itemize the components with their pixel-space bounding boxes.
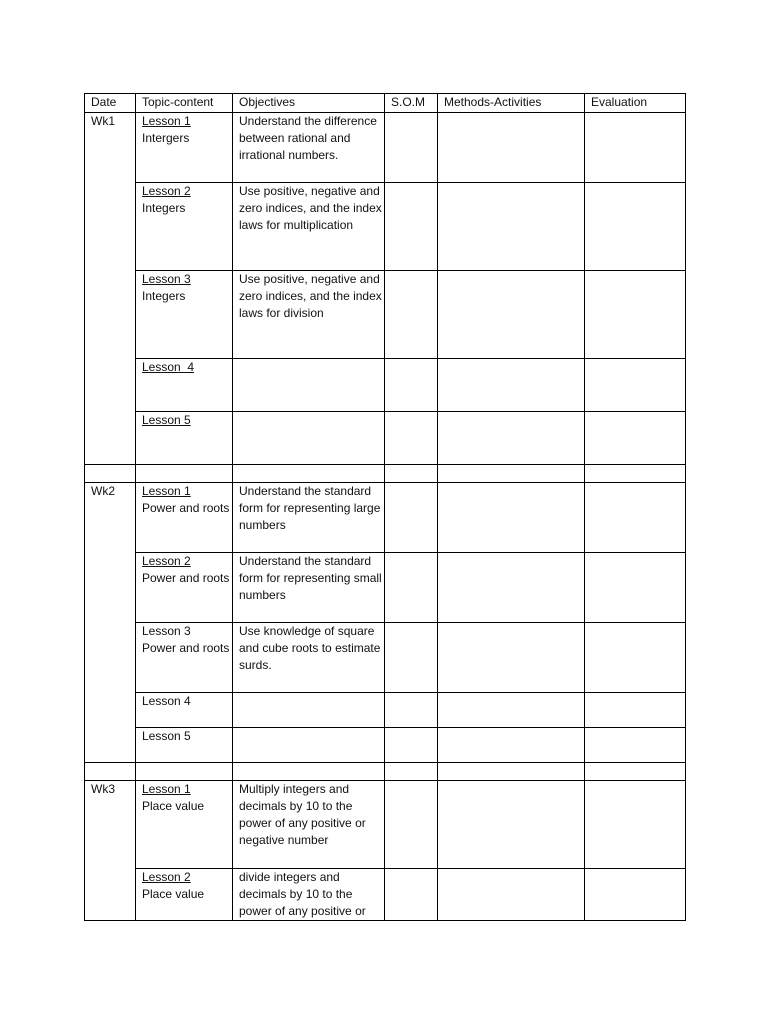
table-row (85, 359, 686, 412)
table-row (85, 693, 686, 728)
table-row (85, 728, 686, 763)
methods-cell (438, 869, 585, 921)
topic-cell (136, 553, 233, 623)
week-label: Wk2 (85, 483, 136, 763)
lesson-title: Lesson 2 (142, 184, 191, 198)
header-row (85, 94, 686, 113)
spacer-cell (85, 465, 136, 483)
som-cell (385, 271, 438, 359)
week-label: Wk1 (85, 113, 136, 465)
som-cell (385, 113, 438, 183)
objective-cell: Multiply integers and decimals by 10 to the power of any positive or negative number (233, 781, 385, 869)
spacer-row (85, 763, 686, 781)
topic-cell (136, 359, 233, 412)
lesson-title: Lesson 3 (142, 272, 191, 286)
spacer-cell (233, 763, 385, 781)
objective-cell (233, 693, 385, 728)
objective-cell: divide integers and decimals by 10 to the power of any positive or (233, 869, 385, 921)
topic-cell (136, 728, 233, 763)
som-cell (385, 553, 438, 623)
table-row (85, 183, 686, 271)
table-row (85, 623, 686, 693)
evaluation-cell (585, 271, 686, 359)
topic-cell (136, 412, 233, 465)
lesson-title: Lesson 1 (142, 484, 191, 498)
spacer-cell (136, 763, 233, 781)
spacer-cell (585, 763, 686, 781)
methods-cell (438, 271, 585, 359)
methods-cell (438, 623, 585, 693)
som-cell (385, 183, 438, 271)
evaluation-cell (585, 553, 686, 623)
som-cell (385, 728, 438, 763)
evaluation-cell (585, 412, 686, 465)
lesson-title: Lesson 5 (142, 413, 191, 427)
table-row (85, 781, 686, 869)
topic-cell (136, 271, 233, 359)
spacer-cell (385, 465, 438, 483)
som-cell (385, 869, 438, 921)
som-cell (385, 483, 438, 553)
objectives-header: Objectives (233, 94, 385, 113)
table-row (85, 869, 686, 921)
som-header: S.O.M (385, 94, 438, 113)
evaluation-cell (585, 183, 686, 271)
lesson-title: Lesson 3 (142, 624, 191, 638)
evaluation-cell (585, 781, 686, 869)
objective-cell: Use knowledge of square and cube roots to estimate surds. (233, 623, 385, 693)
lesson-title: Lesson 1 (142, 114, 191, 128)
objective-cell: Understand the difference between rational and irrational numbers. (233, 113, 385, 183)
objective-cell: Understand the standard form for representing small numbers (233, 553, 385, 623)
evaluation-cell (585, 483, 686, 553)
methods-header: Methods-Activities (438, 94, 585, 113)
lesson-title: Lesson 4 (142, 360, 195, 374)
som-cell (385, 781, 438, 869)
lesson-title: Lesson 5 (142, 729, 191, 743)
objective-cell: Understand the standard form for representing large numbers (233, 483, 385, 553)
som-cell (385, 412, 438, 465)
topic-cell (136, 781, 233, 869)
objective-cell (233, 412, 385, 465)
spacer-cell (385, 763, 438, 781)
evaluation-cell (585, 623, 686, 693)
evaluation-cell (585, 113, 686, 183)
som-cell (385, 693, 438, 728)
lesson-topic: Place value (142, 887, 205, 901)
lesson-topic: Power and roots (142, 501, 230, 515)
evaluation-cell (585, 869, 686, 921)
lesson-topic: Integers (142, 201, 186, 215)
spacer-row (85, 465, 686, 483)
topic-cell (136, 183, 233, 271)
lesson-topic: Power and roots (142, 641, 230, 655)
methods-cell (438, 483, 585, 553)
lesson-title: Lesson 1 (142, 782, 191, 796)
methods-cell (438, 693, 585, 728)
methods-cell (438, 359, 585, 412)
topic-cell (136, 113, 233, 183)
lesson-topic: Intergers (142, 131, 190, 145)
spacer-cell (85, 763, 136, 781)
methods-cell (438, 412, 585, 465)
lesson-plan-table (84, 93, 686, 921)
evaluation-cell (585, 693, 686, 728)
lesson-title: Lesson 4 (142, 694, 191, 708)
methods-cell (438, 113, 585, 183)
som-cell (385, 359, 438, 412)
topic-cell (136, 869, 233, 921)
objective-cell: Use positive, negative and zero indices, and the index laws for multiplication (233, 183, 385, 271)
evaluation-header: Evaluation (585, 94, 686, 113)
methods-cell (438, 183, 585, 271)
table-row (85, 412, 686, 465)
objective-cell: Use positive, negative and zero indices, and the index laws for division (233, 271, 385, 359)
evaluation-cell (585, 359, 686, 412)
objective-cell (233, 728, 385, 763)
lesson-topic: Power and roots (142, 571, 230, 585)
methods-cell (438, 781, 585, 869)
topic-header: Topic-content (136, 94, 233, 113)
lesson-title: Lesson 2 (142, 870, 191, 884)
spacer-cell (438, 465, 585, 483)
table-row (85, 271, 686, 359)
table-row (85, 553, 686, 623)
spacer-cell (438, 763, 585, 781)
evaluation-cell (585, 728, 686, 763)
lesson-topic: Integers (142, 289, 186, 303)
som-cell (385, 623, 438, 693)
spacer-cell (136, 465, 233, 483)
topic-cell (136, 483, 233, 553)
lesson-title: Lesson 2 (142, 554, 191, 568)
topic-cell (136, 623, 233, 693)
spacer-cell (233, 465, 385, 483)
table-row (85, 483, 686, 553)
objective-cell (233, 359, 385, 412)
table-row (85, 113, 686, 183)
date-header: Date (85, 94, 136, 113)
methods-cell (438, 553, 585, 623)
lesson-topic: Place value (142, 799, 205, 813)
methods-cell (438, 728, 585, 763)
week-label: Wk3 (85, 781, 136, 921)
topic-cell (136, 693, 233, 728)
spacer-cell (585, 465, 686, 483)
